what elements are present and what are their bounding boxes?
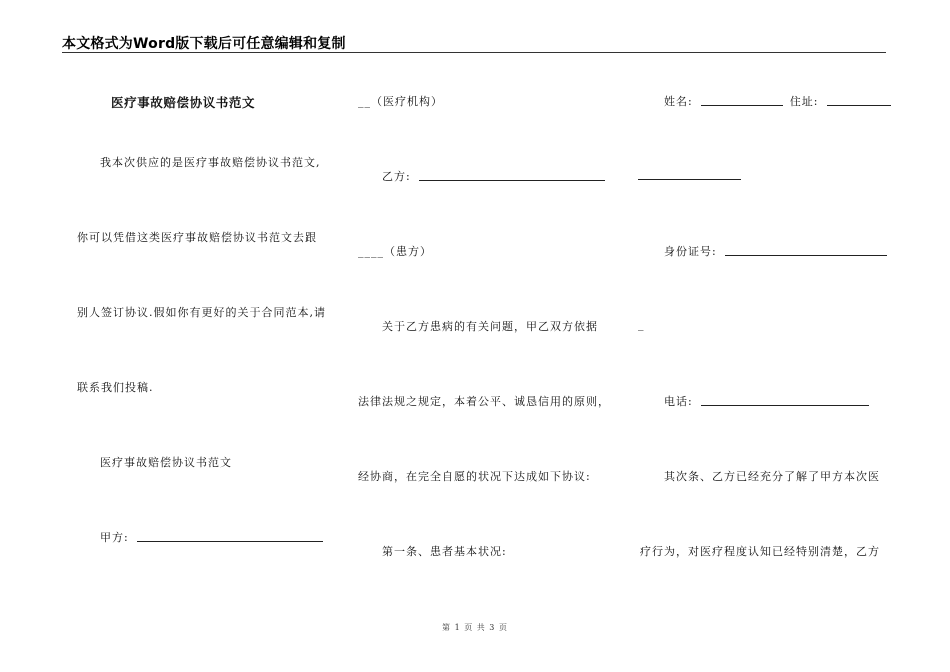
party-a-blank (137, 530, 323, 542)
name-label: 姓名: (664, 95, 693, 108)
intro-line-1: 我本次供应的是医疗事故赔偿协议书范文, (100, 156, 321, 169)
document-title: 医疗事故赔偿协议书范文 (111, 95, 256, 110)
id-number-blank (725, 244, 887, 256)
party-b-blank (419, 169, 605, 181)
id-number-field (664, 243, 887, 259)
article-2-line-2: 疗行为，对医疗程度认知已经特别清楚，乙方 (640, 545, 880, 558)
patient-field: ____（患方） (358, 245, 432, 258)
agreement-line-3: 经协商，在完全自愿的状况下达成如下协议: (358, 470, 591, 483)
continuation-blank-line (638, 179, 741, 180)
article-1-heading: 第一条、患者基本状况: (382, 545, 507, 558)
page-header-title: 本文格式为Word版下载后可任意编辑和复制 (62, 36, 346, 52)
document-subtitle: 医疗事故赔偿协议书范文 (100, 456, 232, 469)
address-label: 住址: (789, 95, 819, 108)
name-address-field (664, 93, 891, 109)
party-b-field (382, 168, 605, 184)
phone-blank (701, 394, 869, 406)
medical-org-field: __（医疗机构） (358, 95, 443, 108)
agreement-line-1: 关于乙方患病的有关问题，甲乙双方依据 (382, 320, 598, 333)
intro-line-2: 你可以凭借这类医疗事故赔偿协议书范文去跟 (77, 231, 317, 244)
party-a-label: 甲方: (100, 531, 129, 544)
address-blank (827, 94, 891, 106)
article-2-line-1: 其次条、乙方已经充分了解了甲方本次医 (664, 470, 880, 483)
party-a-field (100, 529, 323, 545)
intro-line-3: 别人签订协议.假如你有更好的关于合同范本,请 (77, 306, 326, 319)
stray-underscore: _ (638, 318, 645, 331)
intro-line-4: 联系我们投稿. (77, 381, 154, 394)
name-blank (701, 94, 783, 106)
phone-label: 电话: (664, 395, 693, 408)
phone-field (664, 393, 869, 409)
id-number-label: 身份证号: (664, 245, 717, 258)
agreement-line-2: 法律法规之规定，本着公平、诚恳信用的原则， (358, 395, 610, 408)
header-rule (62, 52, 886, 53)
page-number: 第 1 页 共 3 页 (442, 623, 508, 632)
party-b-label: 乙方: (382, 170, 411, 183)
